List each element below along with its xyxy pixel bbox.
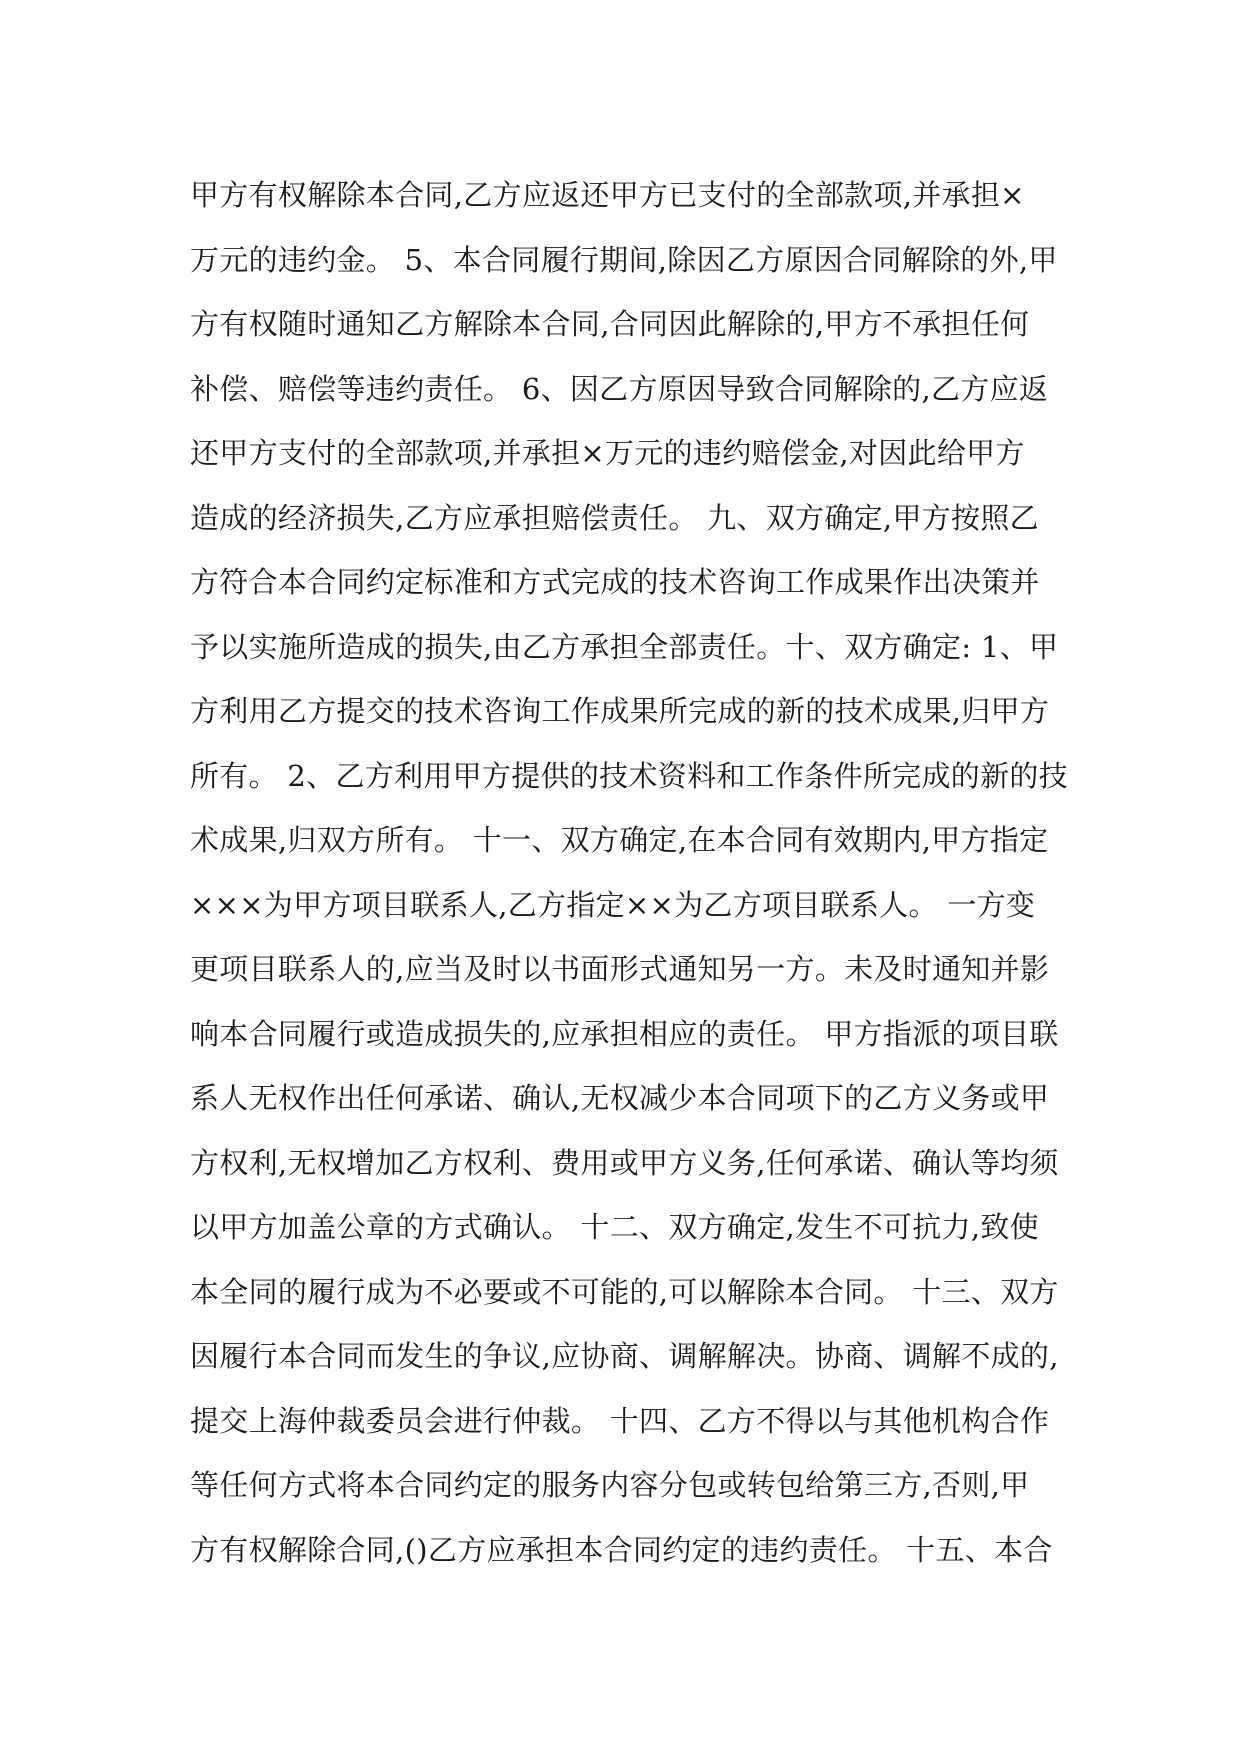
text-line: 方符合本合同约定标准和方式完成的技术咨询工作成果作出决策并: [190, 565, 1040, 599]
contract-body-text: [190, 163, 1070, 1582]
text-line: 方权利,无权增加乙方权利、费用或甲方义务,任何承诺、确认等均须: [190, 1145, 1059, 1180]
text-line: 响本合同履行或造成损失的,应承担相应的责任。 甲方指派的项目联: [190, 1016, 1059, 1051]
text-line: 等任何方式将本合同约定的服务内容分包或转包给第三方,否则,甲: [190, 1468, 1030, 1502]
text-line: 万元的违约金。 5、本合同履行期间,除因乙方原因合同解除的外,甲: [190, 242, 1058, 277]
text-line: 术成果,归双方所有。 十一、双方确定,在本合同有效期内,甲方指定: [190, 823, 1049, 857]
text-line: 造成的经济损失,乙方应承担赔偿责任。 九、双方确定,甲方按照乙: [190, 500, 1039, 535]
text-line: ×××为甲方项目联系人,乙方指定××为乙方项目联系人。 一方变: [190, 887, 1036, 922]
text-line: 方有权随时通知乙方解除本合同,合同因此解除的,甲方不承担任何: [190, 307, 1030, 341]
text-line: 予以实施所造成的损失,由乙方承担全部责任。十、双方确定: 1、甲: [190, 629, 1059, 664]
text-line: 所有。 2、乙方利用甲方提供的技术资料和工作条件所完成的新的技: [190, 758, 1068, 793]
text-line: 甲方有权解除本合同,乙方应返还甲方已支付的全部款项,并承担×: [190, 178, 1025, 212]
text-line: 补偿、赔偿等违约责任。 6、因乙方原因导致合同解除的,乙方应返: [190, 371, 1049, 406]
text-line: 方有权解除合同,()乙方应承担本合同约定的违约责任。 十五、本合: [190, 1532, 1053, 1567]
text-line: 提交上海仲裁委员会进行仲裁。 十四、乙方不得以与其他机构合作: [190, 1403, 1050, 1438]
text-line: 还甲方支付的全部款项,并承担×万元的违约赔偿金,对因此给甲方: [190, 436, 1025, 470]
text-line: 系人无权作出任何承诺、确认,无权减少本合同项下的乙方义务或甲: [190, 1081, 1050, 1115]
text-line: 本全同的履行成为不必要或不可能的,可以解除本合同。 十三、双方: [190, 1274, 1059, 1309]
text-line: 更项目联系人的,应当及时以书面形式通知另一方。未及时通知并影: [190, 952, 1050, 986]
text-line: 以甲方加盖公章的方式确认。 十二、双方确定,发生不可抗力,致使: [190, 1210, 1039, 1244]
text-line: 因履行本合同而发生的争议,应协商、调解解决。协商、调解不成的,: [190, 1339, 1059, 1373]
text-line: 方利用乙方提交的技术咨询工作成果所完成的新的技术成果,归甲方: [190, 694, 1050, 728]
